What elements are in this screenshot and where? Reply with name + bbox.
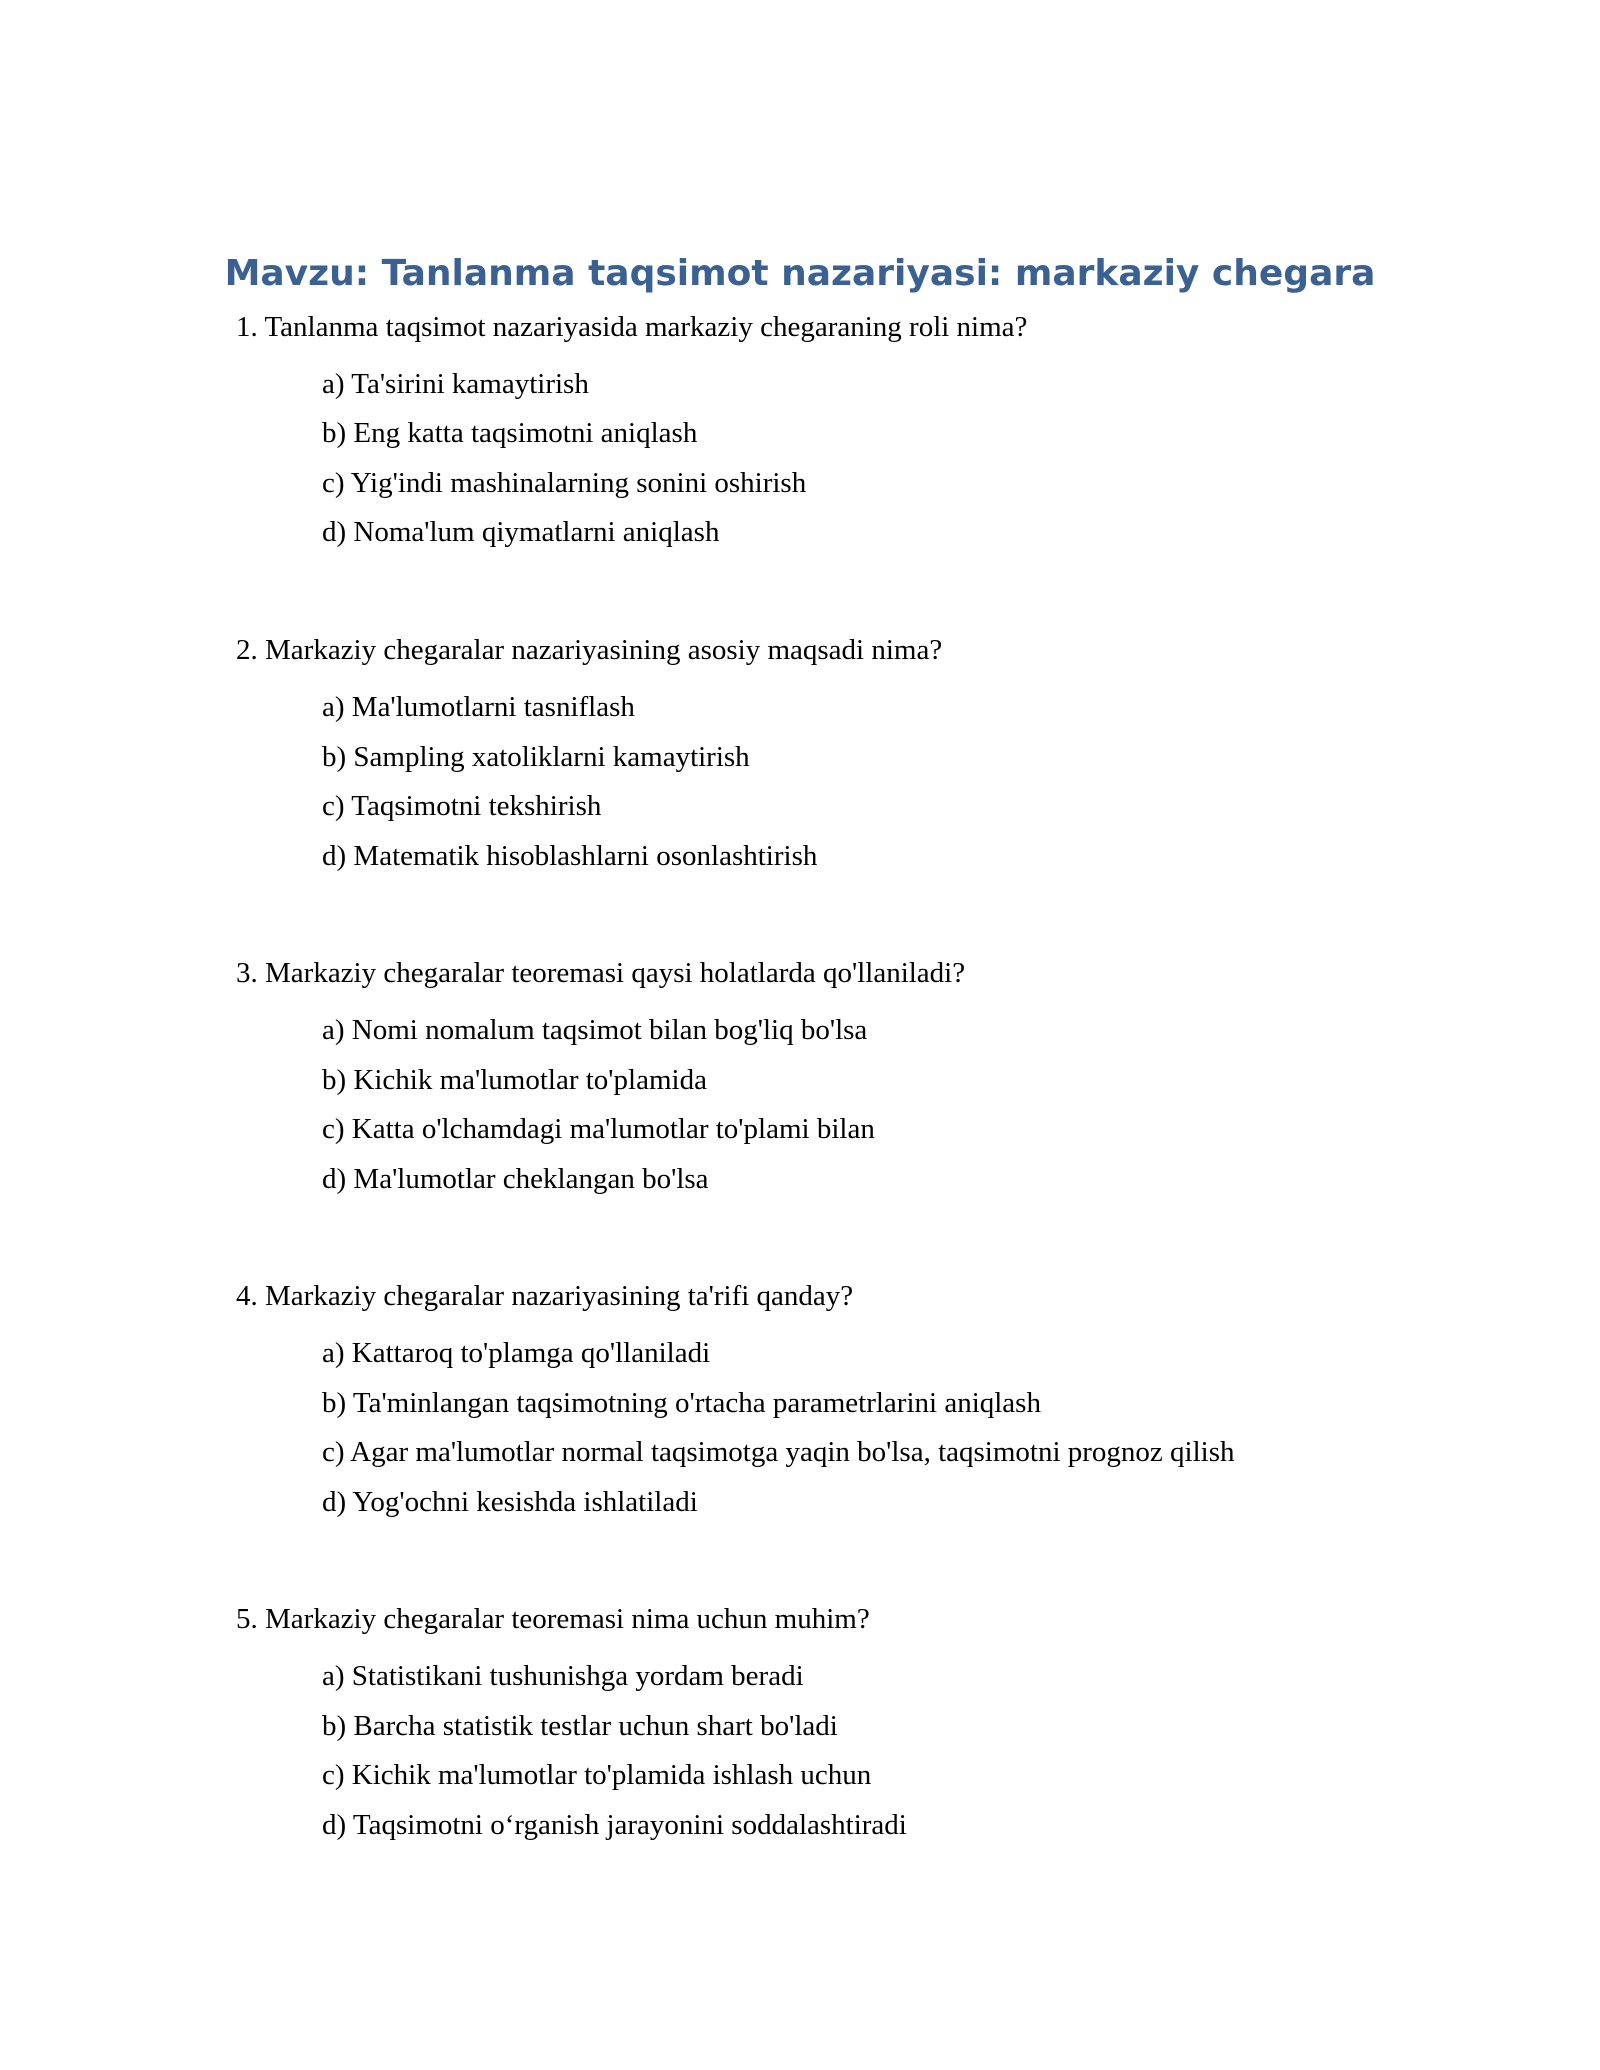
question-2-option-d: d) Matematik hisoblashlarni osonlashtirish xyxy=(322,840,818,872)
question-4: 4. Markaziy chegaralar nazariyasining ta'rifi qanday? xyxy=(236,1280,854,1312)
question-3: 3. Markaziy chegaralar teoremasi qaysi holatlarda qo'llaniladi? xyxy=(236,957,966,989)
question-4-option-d: d) Yog'ochni kesishda ishlatiladi xyxy=(322,1486,698,1518)
question-2-option-c: c) Taqsimotni tekshirish xyxy=(322,790,602,822)
question-2-option-b: b) Sampling xatoliklarni kamaytirish xyxy=(322,741,750,773)
question-3-option-a: a) Nomi nomalum taqsimot bilan bog'liq bo'lsa xyxy=(322,1014,868,1046)
question-4-option-b: b) Ta'minlangan taqsimotning o'rtacha parametrlarini aniqlash xyxy=(322,1387,1041,1419)
question-5-option-a: a) Statistikani tushunishga yordam beradi xyxy=(322,1660,804,1692)
question-1-option-d: d) Noma'lum qiymatlarni aniqlash xyxy=(322,516,720,548)
question-3-option-d: d) Ma'lumotlar cheklangan bo'lsa xyxy=(322,1163,709,1195)
document-title: Mavzu: Tanlanma taqsimot nazariyasi: markaziy chegara xyxy=(224,253,1376,294)
question-1-option-b: b) Eng katta taqsimotni aniqlash xyxy=(322,417,698,449)
question-4-option-c: c) Agar ma'lumotlar normal taqsimotga yaqin bo'lsa, taqsimotni prognoz qilish xyxy=(322,1436,1235,1468)
question-3-option-c: c) Katta o'lchamdagi ma'lumotlar to'plami bilan xyxy=(322,1113,875,1145)
question-5-option-c: c) Kichik ma'lumotlar to'plamida ishlash uchun xyxy=(322,1759,872,1791)
question-5-option-d: d) Taqsimotni o‘rganish jarayonini soddalashtiradi xyxy=(322,1809,907,1841)
question-5: 5. Markaziy chegaralar teoremasi nima uchun muhim? xyxy=(236,1603,870,1635)
question-5-option-b: b) Barcha statistik testlar uchun shart bo'ladi xyxy=(322,1710,838,1742)
question-2: 2. Markaziy chegaralar nazariyasining asosiy maqsadi nima? xyxy=(236,634,943,666)
question-1-option-c: c) Yig'indi mashinalarning sonini oshirish xyxy=(322,467,807,499)
question-4-option-a: a) Kattaroq to'plamga qo'llaniladi xyxy=(322,1337,711,1369)
question-1-option-a: a) Ta'sirini kamaytirish xyxy=(322,368,589,400)
question-2-option-a: a) Ma'lumotlarni tasniflash xyxy=(322,691,635,723)
question-3-option-b: b) Kichik ma'lumotlar to'plamida xyxy=(322,1064,707,1096)
question-1: 1. Tanlanma taqsimot nazariyasida markaziy chegaraning roli nima? xyxy=(236,311,1028,343)
